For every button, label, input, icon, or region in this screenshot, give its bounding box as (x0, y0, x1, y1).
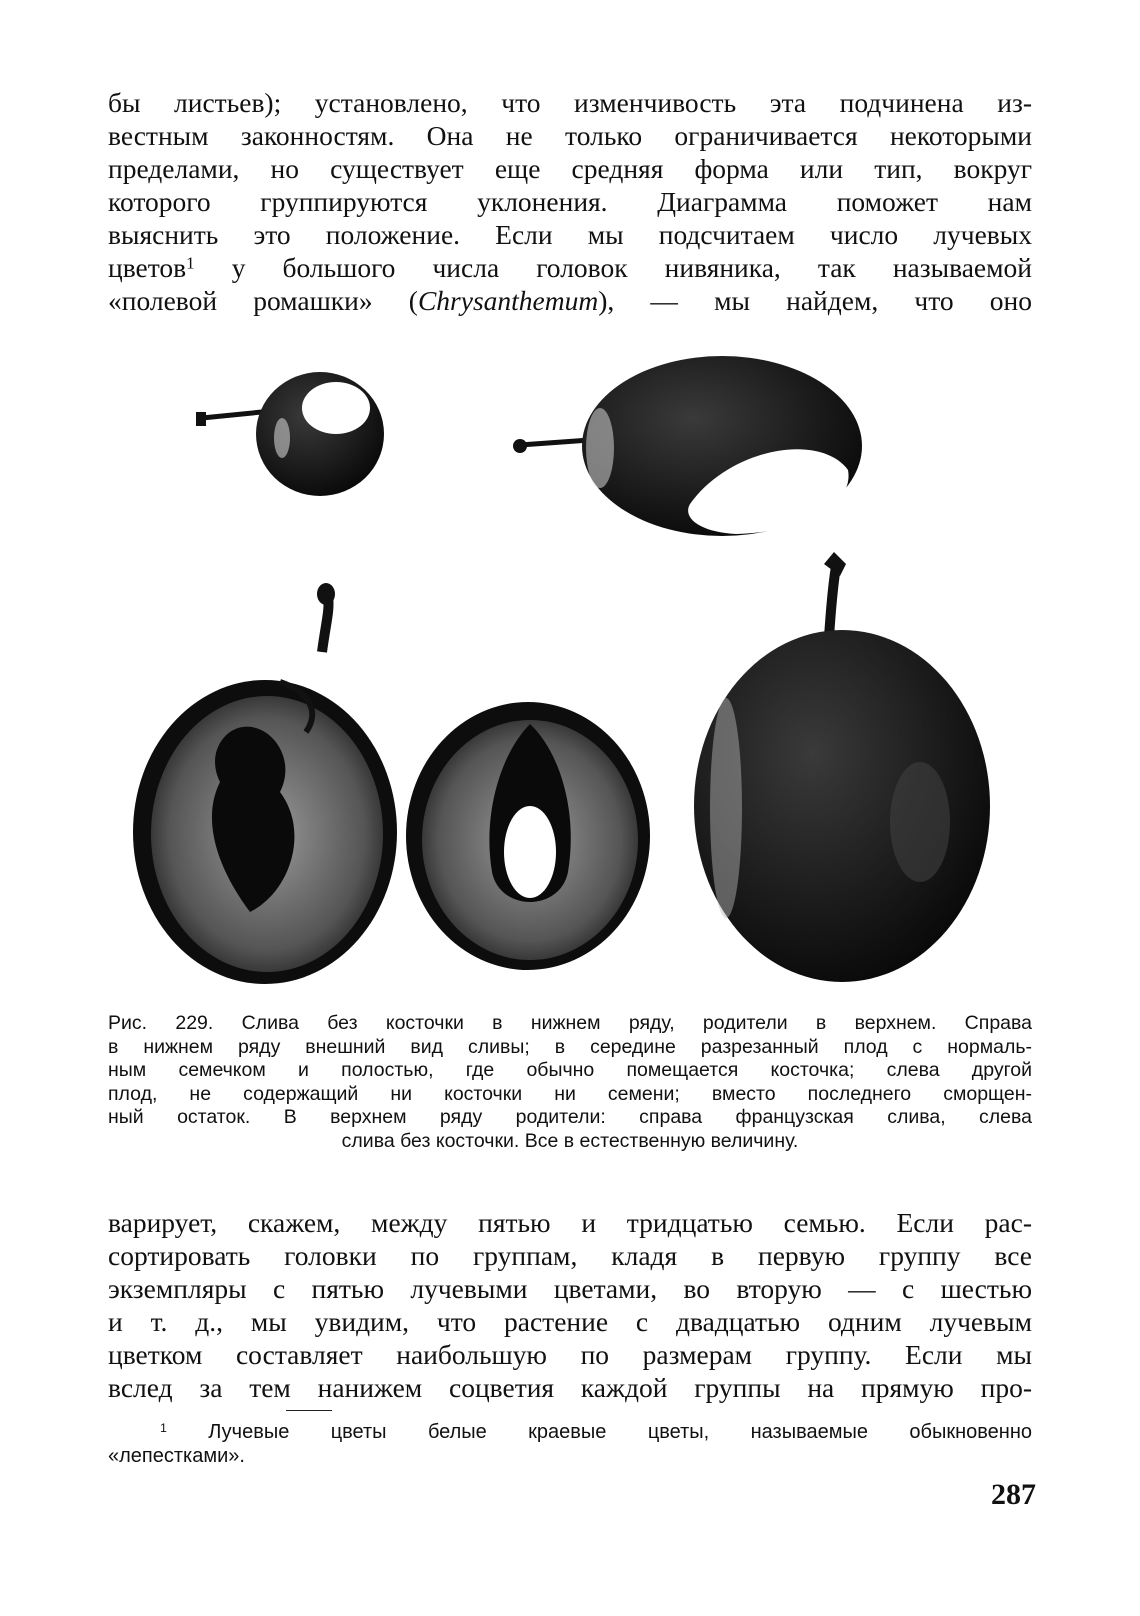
text-line: бы листьев); установлено, что изменчивость эта подчинена из- (108, 87, 1032, 118)
text-line: сортировать головки по группам, кладя в первую группу все (108, 1240, 1032, 1271)
text-line: вслед за тем нанижем соцветия каждой группы на прямую про- (108, 1372, 1032, 1403)
text-fragment: «полевой ромашки» ( (108, 285, 418, 316)
latin-name: Chrysanthemum (417, 285, 599, 316)
footnote-line: «лепестками». (108, 1445, 245, 1467)
text-line: варирует, скажем, между пятью и тридцатью семью. Если рас- (108, 1207, 1032, 1238)
caption-line: ный остаток. В верхнем ряду родители: справа французская слива, слева (108, 1106, 1032, 1128)
footnote-text: Лучевые цветы белые краевые цветы, называемые обыкновенно (166, 1421, 1032, 1443)
figure-caption (108, 1012, 1032, 1153)
text-line: и т. д., мы увидим, что растение с двадцатью одним лучевым (108, 1306, 1032, 1337)
text-line: цветком составляет наибольшую по размерам группу. Если мы (108, 1339, 1032, 1370)
bottom-paragraph (108, 1206, 1032, 1404)
footnote (108, 1420, 1032, 1468)
text-fragment: ), — мы найдем, что оно (598, 285, 1033, 316)
text-line: экземпляры с пятью лучевыми цветами, во вторую — с шестью (108, 1273, 1032, 1304)
cut-plum-with-seed-middle (406, 697, 650, 970)
caption-line: ным семечком и полостью, где обычно помещается косточка; слева другой (108, 1059, 1032, 1081)
footnote-line (108, 1420, 1032, 1444)
caption-line: в нижнем ряду внешний вид сливы; в середине разрезанный плод с нормаль- (108, 1035, 1032, 1058)
text-line: выяснить это положение. Если мы подсчитаем число лучевых (108, 219, 1032, 250)
text-line: вестным законностям. Она не только ограничивается некоторыми (108, 120, 1032, 151)
caption-line: Рис. 229. Слива без косточки в нижнем ряду, родители в верхнем. Справа (108, 1012, 1032, 1034)
text-line: пределами, но существует еще средняя форма или тип, вокруг (108, 153, 1032, 184)
page-number: 287 (991, 1478, 1036, 1511)
whole-plum-right (694, 552, 990, 982)
plums-figure (130, 352, 1030, 1000)
text-fragment: цветов (108, 252, 187, 283)
seedless-plum-cut-left (133, 583, 397, 984)
text-line: которого группируются уклонения. Диаграмма поможет нам (108, 186, 1032, 217)
text-fragment: у большого числа головок нивяника, так называемой (194, 252, 1032, 283)
footnote-marker: 1 (160, 1420, 167, 1435)
text-line-with-footnote (108, 251, 1032, 284)
french-plum-top-right (513, 356, 862, 536)
text-line-with-latin (108, 284, 1032, 317)
footnote-divider (286, 1410, 332, 1411)
footnote-marker: 1 (186, 253, 195, 273)
small-plum-top-left (196, 372, 384, 496)
caption-line: плод, не содержащий ни косточки ни семени; вместо последнего сморщен- (108, 1082, 1032, 1105)
top-paragraph (108, 86, 1032, 317)
caption-line: слива без косточки. Все в естественную величину. (341, 1129, 799, 1152)
